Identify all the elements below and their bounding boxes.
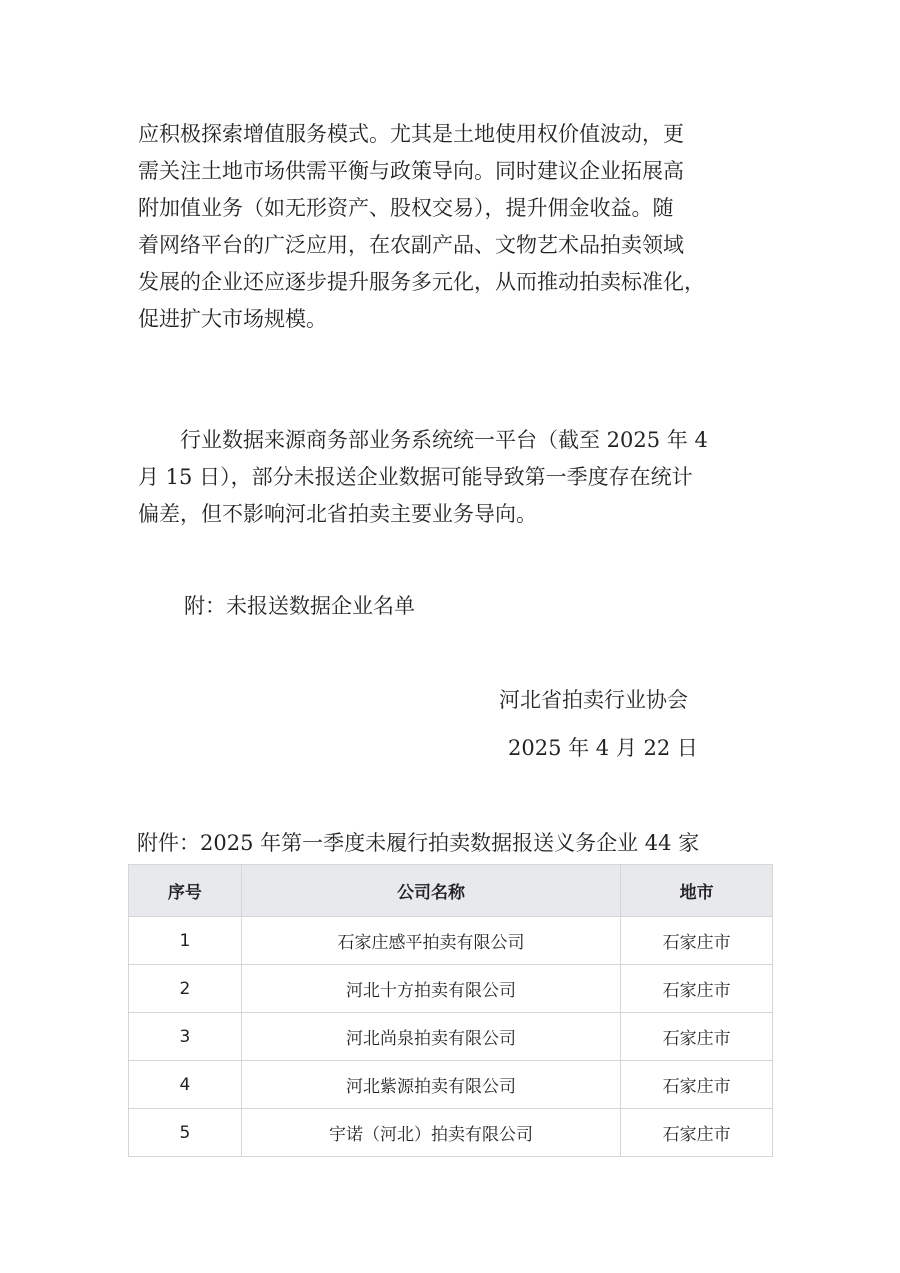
- cell-index: 2: [129, 965, 242, 1013]
- cell-city: 石家庄市: [621, 1013, 773, 1061]
- paragraph-line: 需关注土地市场供需平衡与政策导向。同时建议企业拓展高: [138, 159, 684, 183]
- cell-company-name: 河北尚泉拍卖有限公司: [241, 1013, 620, 1061]
- signature-organization: 河北省拍卖行业协会: [499, 688, 688, 712]
- cell-index: 3: [129, 1013, 242, 1061]
- cell-index: 5: [129, 1109, 242, 1157]
- paragraph-line: 着网络平台的广泛应用，在农副产品、文物艺术品拍卖领域: [138, 233, 684, 257]
- cell-city: 石家庄市: [621, 965, 773, 1013]
- table-row: [129, 1061, 773, 1109]
- header-company-name: 公司名称: [241, 865, 620, 917]
- body-paragraph-2: [138, 422, 778, 533]
- attachment-note: 附：未报送数据企业名单: [184, 594, 415, 618]
- table-row: [129, 1013, 773, 1061]
- table-row: [129, 917, 773, 965]
- paragraph-line: 偏差，但不影响河北省拍卖主要业务导向。: [138, 502, 537, 526]
- cell-company-name: 宇诺（河北）拍卖有限公司: [241, 1109, 620, 1157]
- body-paragraph-1: [138, 116, 778, 338]
- cell-city: 石家庄市: [621, 1061, 773, 1109]
- table-row: [129, 1109, 773, 1157]
- table-row: [129, 965, 773, 1013]
- company-table: [128, 864, 773, 1157]
- cell-index: 1: [129, 917, 242, 965]
- signature-date: 2025 年 4 月 22 日: [508, 736, 698, 760]
- cell-index: 4: [129, 1061, 242, 1109]
- table-header-row: [129, 865, 773, 917]
- paragraph-line: 应积极探索增值服务模式。尤其是土地使用权价值波动，更: [138, 122, 684, 146]
- paragraph-line: 促进扩大市场规模。: [138, 307, 327, 331]
- header-index: 序号: [129, 865, 242, 917]
- paragraph-line: 附加值业务（如无形资产、股权交易），提升佣金收益。随: [138, 196, 674, 220]
- cell-city: 石家庄市: [621, 917, 773, 965]
- cell-company-name: 石家庄感平拍卖有限公司: [241, 917, 620, 965]
- table-title: 附件：2025 年第一季度未履行拍卖数据报送义务企业 44 家: [137, 831, 700, 855]
- paragraph-line: 月 15 日），部分未报送企业数据可能导致第一季度存在统计: [138, 465, 693, 489]
- cell-company-name: 河北紫源拍卖有限公司: [241, 1061, 620, 1109]
- cell-company-name: 河北十方拍卖有限公司: [241, 965, 620, 1013]
- header-city: 地市: [621, 865, 773, 917]
- cell-city: 石家庄市: [621, 1109, 773, 1157]
- paragraph-line: 发展的企业还应逐步提升服务多元化，从而推动拍卖标准化，: [138, 270, 705, 294]
- paragraph-line: 行业数据来源商务部业务系统统一平台（截至 2025 年 4: [138, 428, 708, 452]
